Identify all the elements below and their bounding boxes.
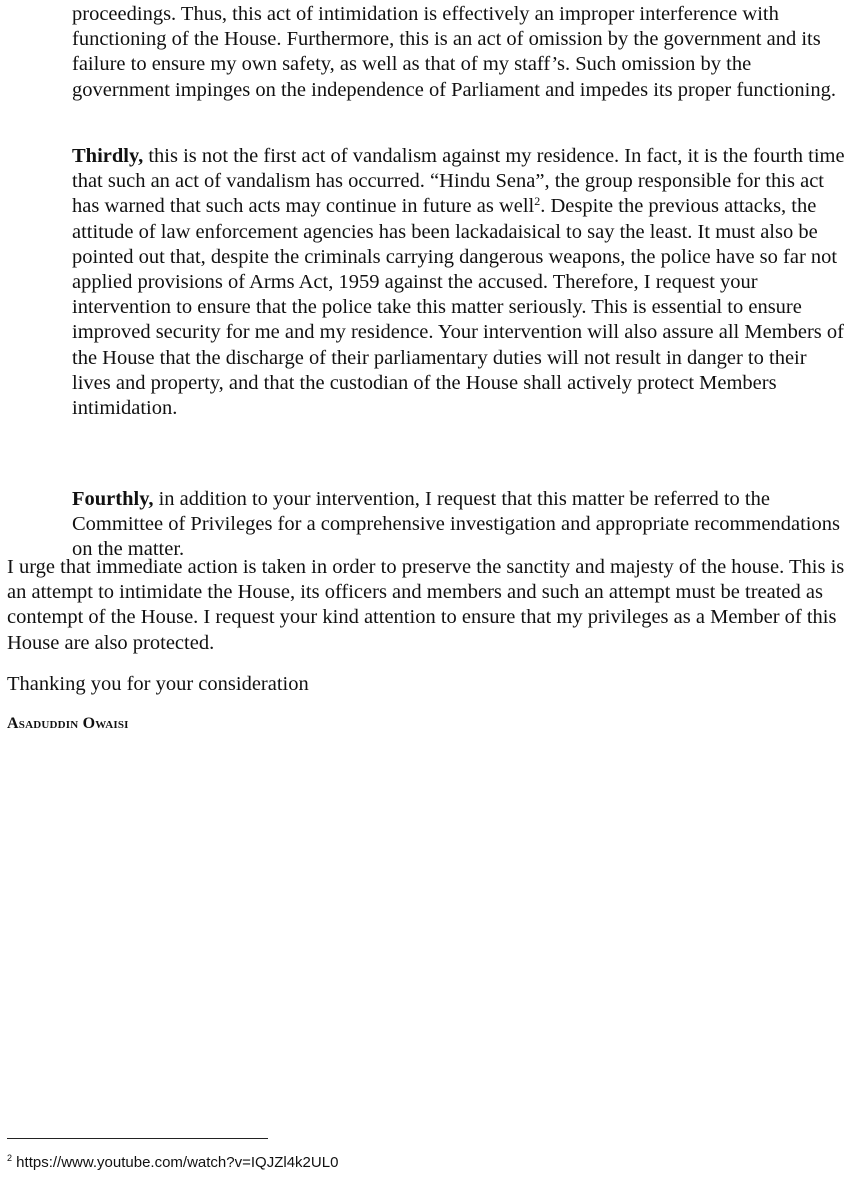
footnote-link[interactable]: https://www.youtube.com/watch?v=IQJZl4k2UL0 bbox=[12, 1154, 339, 1171]
paragraph-proceedings-text: proceedings. Thus, this act of intimidation is effectively an improper interference with functioning of the House. Furthermore, this is an act of omission by the government and its failure to ensure my own safety, as well as that of my staff’s. Such omission by the government impinges on the independence of Parliament and impedes its proper functioning. bbox=[72, 3, 836, 101]
fourthly-text: in addition to your intervention, I request that this matter be referred to the Committee of Privileges for a comprehensive investigation and appropriate recommendations on the matter. bbox=[72, 488, 840, 561]
footnote-number: 2 bbox=[7, 1153, 13, 1163]
thirdly-lead: Thirdly, bbox=[72, 145, 144, 167]
footnote-divider bbox=[7, 1138, 268, 1139]
paragraph-fourthly bbox=[72, 487, 850, 563]
signature-name: Asaduddin Owaisi bbox=[7, 715, 129, 732]
thirdly-text-b: . Despite the previous attacks, the attitude of law enforcement agencies has been lackadaisical to say the least. It must also be pointed out that, despite the criminals carrying dangerous weapons, the police have so far not applied provisions of Arms Act, 1959 against the accused. Therefore, I request your intervention to ensure that the police take this matter seriously. This is essential to ensure improved security for me and my residence. Your intervention will also assure all Members of the House that the discharge of their parliamentary duties will not result in danger to their lives and property, and that the custodian of the House shall actively protect Members intimidation. bbox=[72, 195, 844, 420]
fourthly-lead: Fourthly, bbox=[72, 488, 154, 510]
closing-line bbox=[7, 672, 850, 697]
paragraph-urge bbox=[7, 555, 850, 656]
footnote bbox=[7, 1154, 338, 1172]
paragraph-thirdly bbox=[72, 144, 850, 421]
thirdly-text-a: this is not the first act of vandalism against my residence. In fact, it is the fourth time that such an act of vandalism has occurred. “Hindu Sena”, the group responsible for this act has warned that such acts may continue in future as well bbox=[72, 145, 845, 218]
footnote-reference[interactable]: 2 bbox=[534, 194, 541, 209]
paragraph-proceedings bbox=[72, 2, 850, 103]
paragraph-urge-text: I urge that immediate action is taken in order to preserve the sanctity and majesty of the house. This is an attempt to intimidate the House, its officers and members and such an attempt must be treated as contempt of the House. I request your kind attention to ensure that my privileges as a Member of this House are also protected. bbox=[7, 556, 845, 654]
closing-text: Thanking you for your consideration bbox=[7, 673, 309, 695]
